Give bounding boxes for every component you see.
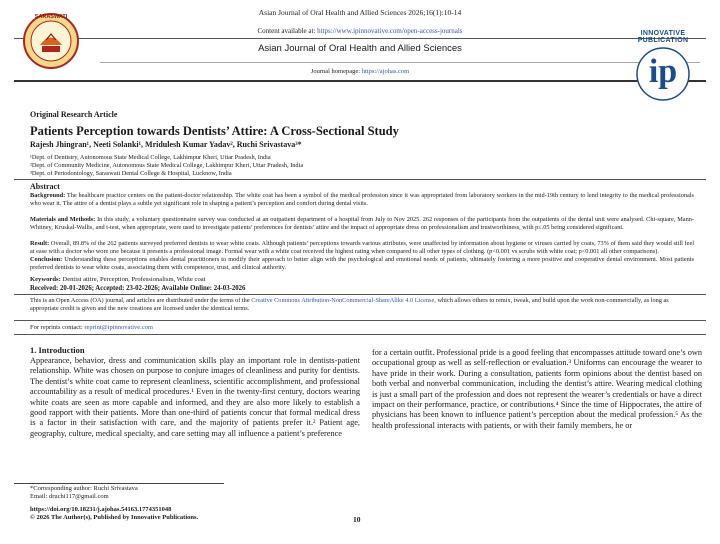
innovative-publication-letters: ip — [648, 53, 678, 90]
content-available-label: Content available at: — [257, 27, 316, 35]
conclusion-label: Conclusion: — [30, 256, 63, 263]
abstract-conclusion — [30, 256, 694, 272]
homepage-label: Journal homepage: — [310, 68, 361, 75]
reprint-label: For reprints contact: — [30, 324, 83, 331]
article-title: Patients Perception towards Dentists’ Attire: A Cross-Sectional Study — [30, 124, 399, 138]
license-link[interactable]: Creative Commons Attribution-NonCommercial-ShareAlike 4.0 License, — [251, 297, 436, 304]
saraswati-logo — [22, 12, 80, 70]
methods-text: In this study, a voluntary questionnaire survey was conducted at an outpatient department of a hospital from July to Nov 2025. 262 responses of the participants from the outpatients of the dental unit were analysed. Chi-square, Mann-Whitney, Kruskal-Wallis, and t-test, when appropriate, were used to investigate patients’ preferences for dentists’ attire and the impact of appropriate dress on professionalism and trustworthiness, with p≤.05 being considered significant. — [30, 216, 694, 232]
affiliation-2: ²Dept. of Community Medicine, Autonomous State Medical College, Lakhimpur Kheri, Uttar Pradesh, India — [30, 162, 304, 169]
reprint-email-link[interactable]: reprint@ipinnovative.com — [84, 324, 153, 331]
header-rule-mid — [100, 62, 700, 63]
corresponding-author: *Corresponding author: Ruchi Srivastava — [30, 485, 138, 492]
header-rule-top — [14, 38, 706, 39]
footnote-rule — [14, 483, 224, 484]
introduction-right-column: for a certain outfit. Professional pride is a good feeling that encompasses attitude toward one’s own occupational group as well as self-reflection or evaluation.³ Uniforms can encourage the wearer to have pride in their work. During a consultation, patients form opinions about the dentist based on both verbal and nonverbal communication, including the dentist’s attire. Wearing medical clothing is just a small part of the profession and does not represent the wearer’s credentials or have a direct impact on their performance, practice, or contributions.⁴ Since the time of Hippocrates, the attire of physicians has been known to influence patient’s perception about the medical profession.⁵ As the health professional interacts with patients, or with their family members, he or — [372, 348, 702, 430]
keywords-text: Dentist attire, Perception, Professionalism, White coat — [60, 276, 206, 283]
innovative-publication-logo — [618, 22, 708, 104]
journal-name: Asian Journal of Oral Health and Allied Sciences — [258, 43, 462, 54]
keywords-label: Keywords: — [30, 276, 61, 283]
abstract-methods — [30, 216, 694, 232]
abstract-heading: Abstract — [30, 182, 60, 191]
header-rule-bottom — [14, 80, 706, 82]
running-head: Asian Journal of Oral Health and Allied Sciences 2026;16(1):10-14 — [258, 8, 462, 17]
license-notice — [30, 297, 696, 313]
copyright-notice: © 2026 The Author(s), Published by Innovative Publications. — [30, 514, 199, 521]
journal-homepage — [0, 68, 720, 75]
article-authors: Rajesh Jhingran¹, Neeti Solanki¹, Mridulesh Kumar Yadav², Ruchi Srivastava³* — [30, 140, 302, 149]
saraswati-logo-text: SARASWATI — [34, 14, 68, 20]
introduction-heading: 1. Introduction — [30, 345, 85, 355]
article-type: Original Research Article — [30, 110, 118, 119]
affiliation-1: ¹Dept. of Dentistry, Autonomous State Medical College, Lakhimpur Kheri, Uttar Pradesh, India — [30, 154, 271, 161]
reprint-rule — [14, 334, 706, 335]
affiliation-3: ³Dept. of Periodontology, Saraswati Dental College & Hospital, Lucknow, India — [30, 170, 232, 177]
keywords — [30, 276, 206, 283]
license-text-before: This is an Open Access (OA) journal, and articles are distributed under the terms of the — [30, 297, 252, 304]
article-dates: Received: 20-01-2026; Accepted: 23-02-2026; Available Online: 24-03-2026 — [30, 285, 246, 292]
page-number: 10 — [353, 515, 361, 524]
background-text: The healthcare practice centers on the patient-doctor relationship. The white coat has been a symbol of the medical profession since it was appropriated from laboratory workers in the mid-19th century to lend integrity to the medical professionals who wear it. The attire of a dentist plays a subtle yet significant role in shaping a patient’s perception and comfort during dental visits. — [30, 192, 694, 208]
license-rule — [14, 320, 706, 321]
doi-link[interactable]: https://doi.org/10.18231/j.ajohas.54163.1774351048 — [30, 506, 172, 513]
methods-label: Materials and Methods: — [30, 216, 96, 223]
license-text-after: which allows others to remix, tweak, and build upon the work non-commercially, as long as appropriate credit is given and the new creations are licensed under the identical terms. — [30, 297, 669, 312]
abstract-rule-top — [14, 179, 706, 180]
homepage-link[interactable]: https://ajohas.com — [361, 68, 410, 75]
content-available — [0, 27, 720, 35]
background-label: Background: — [30, 192, 66, 199]
innovative-publication-arc-text: INNOVATIVE PUBLICATION — [637, 30, 689, 44]
content-available-link[interactable]: https://www.ipinnovative.com/open-access-journals — [317, 27, 463, 35]
abstract-background — [30, 192, 694, 208]
result-text: Overall, 89.8% of the 262 patients surveyed preferred dentists to wear white coats. Although patients’ perceptions towards various attributes, were unaffected by information about hygiene or viruses carried by coats, 73% of them said they would still feel at ease with a doctor who wore one because it presents a professional image. Formal wear with a white coat received the highest rating when compared to all other types of clothing. (p<0.001 vs scrubs with white coat; p<0.001 all other comparisons). — [30, 240, 694, 256]
conclusion-text: Understanding these perceptions enables dental practitioners to modify their approach to better align with the psychological and emotional needs of patients, ultimately fostering a more positive and cooperative dental environment. Most patients preferred dentists to wear white coats, associating them with competence, trust, and clinical authority. — [30, 256, 694, 272]
dates-rule — [14, 294, 706, 295]
reprint-contact — [30, 324, 153, 331]
corresponding-email: Email: druchi117@gmail.com — [30, 493, 109, 500]
introduction-left-column: Appearance, behavior, dress and communication skills play an important role in dentists-patient relationship. White was chosen on purpose to conjure images of cleanliness and purity for dentists. The dentist’s white coat came to represent cleanliness, scientific accomplishment, and professional accountability as a result of medical procedures.¹ Even in the twenty-first century, doctors wearing white coats are seen as more capable and informed, and they are also more likely to establish a good rapport with their patients. More than one-third of patients concur that formal medical dress is a factor in their satisfaction with care, and the majority of patients prefer it.² Patient age, geography, culture, medical specialty, and care setting may all influence a patient’s preference — [30, 356, 360, 438]
abstract-result — [30, 240, 694, 256]
result-label: Result: — [30, 240, 50, 247]
